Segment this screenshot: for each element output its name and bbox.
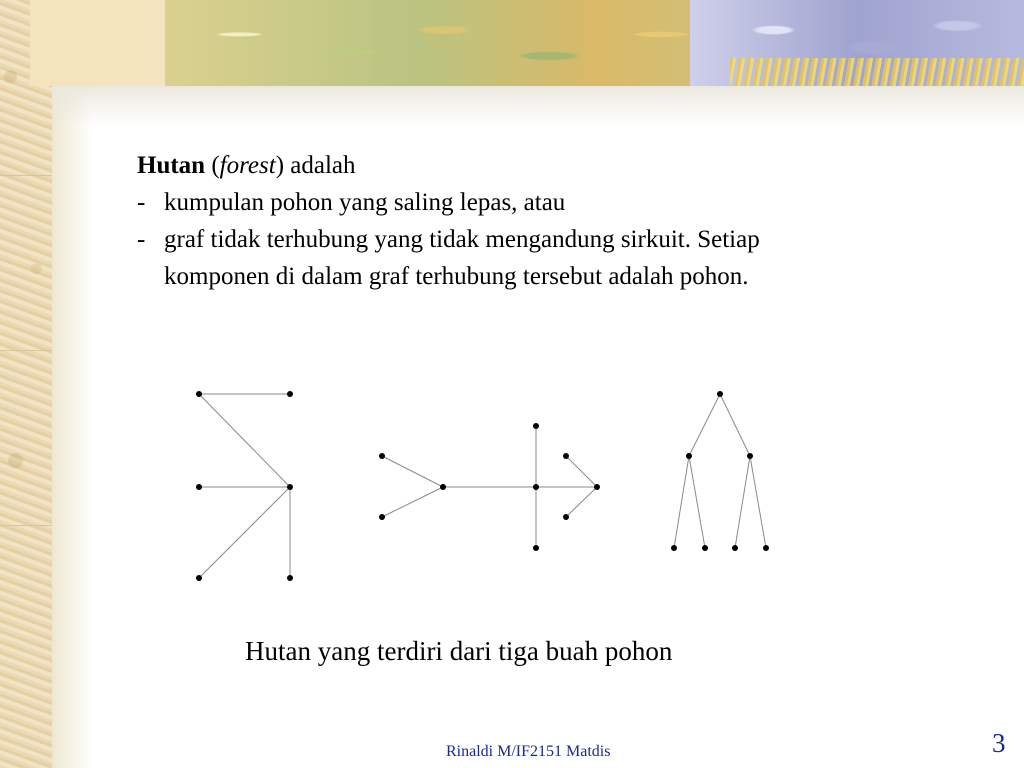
tree-2-node-g: [379, 453, 385, 459]
tree-2-edge-h-i: [382, 487, 443, 517]
tree-3-node-u: [732, 545, 738, 551]
tree-3-node-p: [717, 391, 723, 397]
paren-open: (: [211, 152, 220, 179]
tree-2-node-h: [379, 514, 385, 520]
bullet-dash: -: [137, 226, 146, 253]
term-hutan: Hutan: [137, 152, 206, 179]
bullet-dash: -: [137, 189, 146, 216]
tree-2-node-j: [533, 423, 539, 429]
tree-2-node-n: [594, 484, 600, 490]
tree-1-node-f: [287, 575, 293, 581]
tree-3-edge-p-r: [720, 394, 750, 456]
heading-rest: ) adalah: [275, 152, 356, 179]
tree-3-edge-r-v: [750, 456, 766, 548]
tree-1-edge-a-d: [199, 394, 290, 487]
tree-2-node-m: [563, 453, 569, 459]
diagram-caption: Hutan yang terdiri dari tiga buah pohon: [245, 636, 673, 666]
tree-2-node-l: [533, 545, 539, 551]
tree-1-edge-d-e: [199, 487, 290, 578]
tree-3-node-t: [702, 545, 708, 551]
term-forest: forest: [219, 152, 276, 179]
tree-1-node-b: [287, 391, 293, 397]
tree-3-edge-q-t: [689, 456, 705, 548]
tree-1-node-c: [196, 484, 202, 490]
tree-2-node-k: [533, 484, 539, 490]
tree-3-node-r: [747, 453, 753, 459]
bullet-text: graf tidak terhubung yang tidak mengandung sirkuit. Setiap: [164, 226, 760, 253]
tree-2-node-i: [440, 484, 446, 490]
tree-3-edge-r-u: [735, 456, 750, 548]
tree-1-node-e: [196, 575, 202, 581]
footer-text: Rinaldi M/IF2151 Matdis: [446, 743, 611, 760]
tree-2-edge-g-i: [382, 456, 443, 487]
bullet-item-2-continuation: komponen di dalam graf terhubung tersebut adalah pohon.: [164, 263, 749, 290]
tree-2-node-o: [563, 514, 569, 520]
tree-3-node-q: [686, 453, 692, 459]
tree-1-node-d: [287, 484, 293, 490]
page-number: 3: [992, 728, 1006, 758]
tree-2-edge-m-n: [566, 456, 597, 487]
tree-2-edge-n-o: [566, 487, 597, 517]
tree-3-node-v: [763, 545, 769, 551]
tree-3-edge-q-s: [674, 456, 689, 548]
tree-3-node-s: [671, 545, 677, 551]
bullet-text: kumpulan pohon yang saling lepas, atau: [164, 189, 566, 216]
tree-3-edge-p-q: [689, 394, 720, 456]
tree-1-node-a: [196, 391, 202, 397]
